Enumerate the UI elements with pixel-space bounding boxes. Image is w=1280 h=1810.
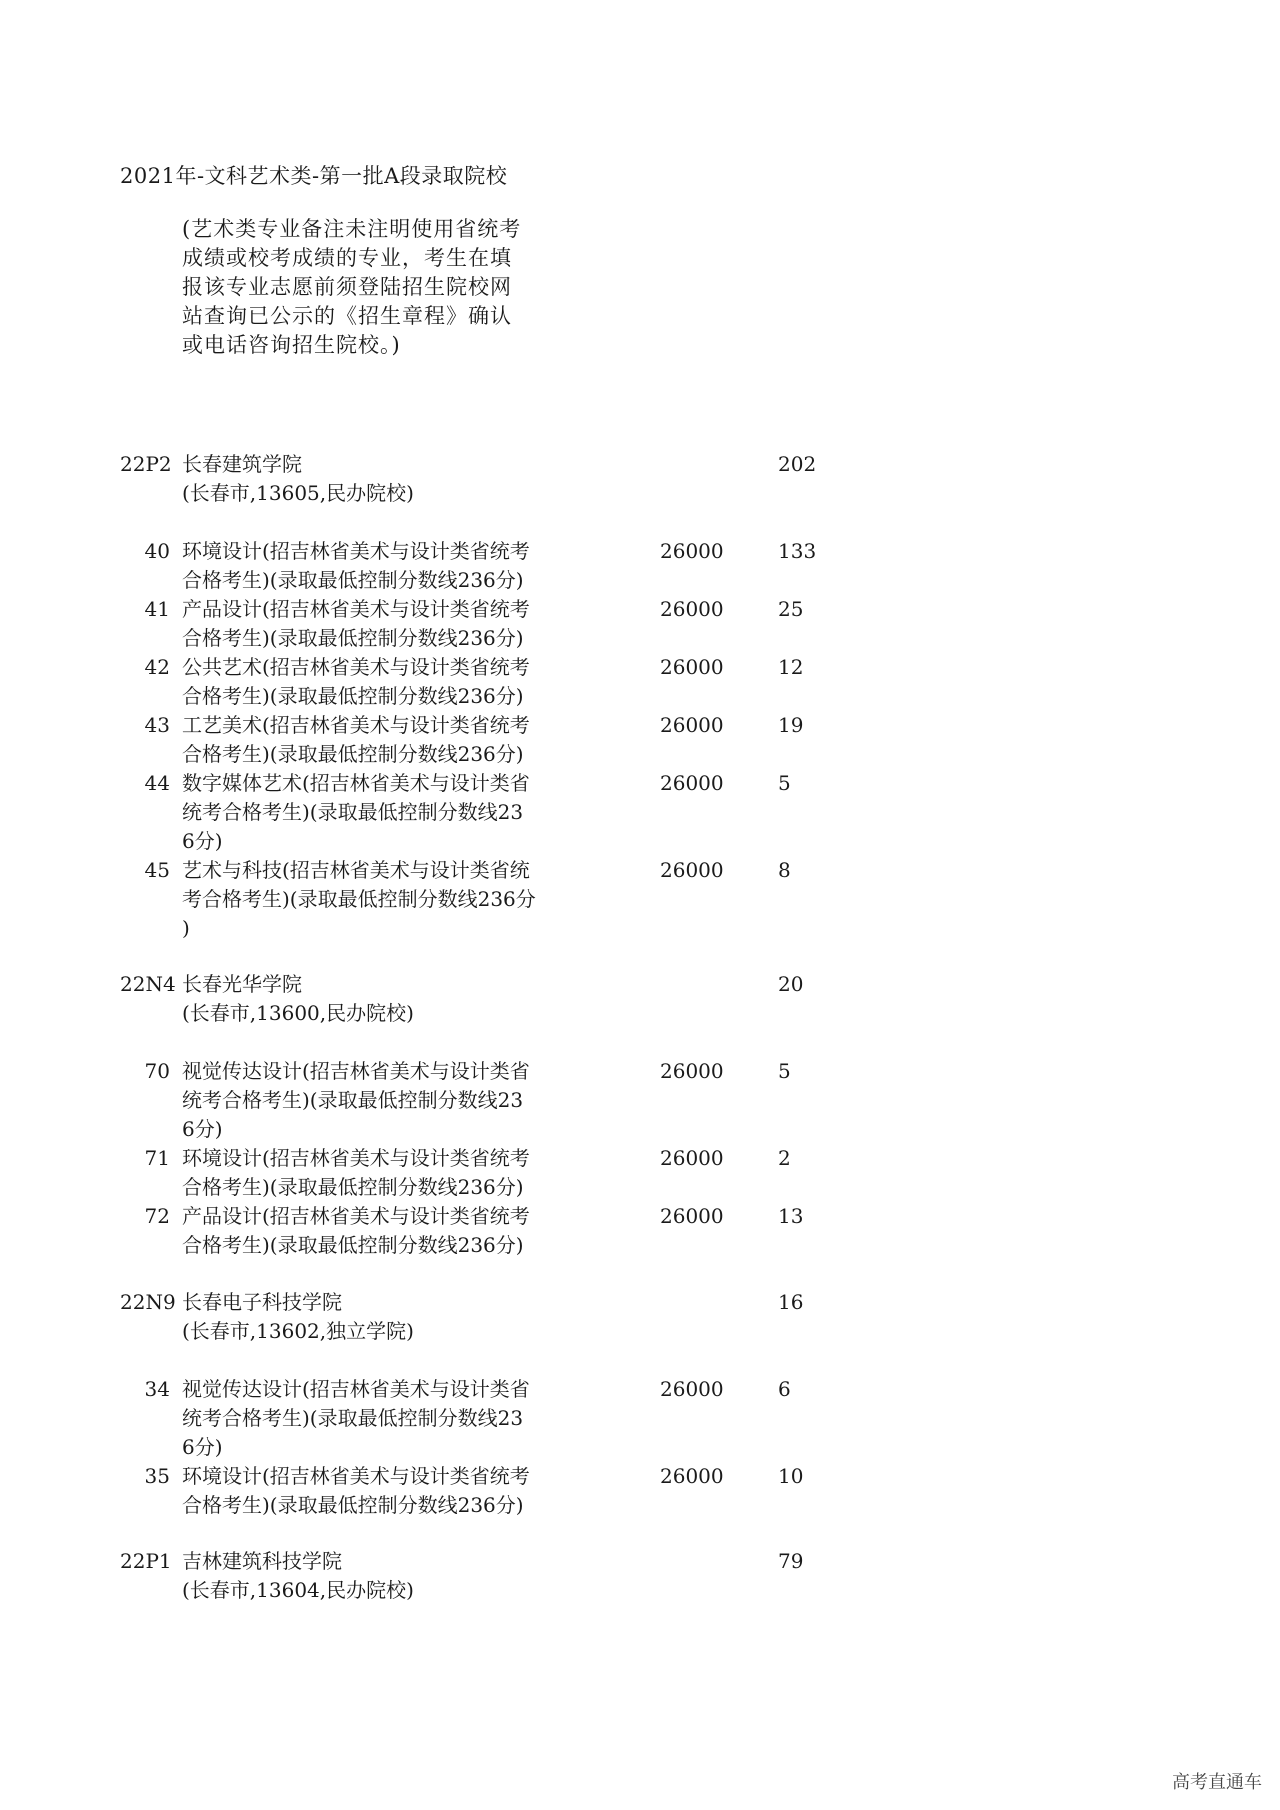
school-info: (长春市,13602,独立学院) [182, 1319, 414, 1343]
school-plan-count: 202 [778, 452, 817, 476]
major-tuition: 26000 [660, 597, 724, 621]
major-number: 40 [144, 539, 170, 563]
major-number: 72 [144, 1204, 170, 1228]
major-plan-count: 13 [778, 1204, 804, 1228]
major-plan-count: 12 [778, 655, 804, 679]
school-name: 吉林建筑科技学院 [182, 1549, 342, 1573]
major-plan-count: 133 [778, 539, 817, 563]
school-code: 22N9 [120, 1290, 176, 1314]
major-description-line: 合格考生)(录取最低控制分数线236分) [182, 1233, 524, 1257]
school-name: 长春建筑学院 [182, 452, 302, 476]
major-description-line: 数字媒体艺术(招吉林省美术与设计类省 [182, 771, 530, 795]
major-description-line: 艺术与科技(招吉林省美术与设计类省统 [182, 858, 530, 882]
note-line: 站查询已公示的《招生章程》确认 [182, 304, 512, 328]
major-tuition: 26000 [660, 539, 724, 563]
major-description-line: 公共艺术(招吉林省美术与设计类省统考 [182, 655, 530, 679]
major-description-line: 合格考生)(录取最低控制分数线236分) [182, 684, 524, 708]
major-description-line: 6分) [182, 1117, 223, 1141]
major-plan-count: 25 [778, 597, 804, 621]
major-description-line: 6分) [182, 829, 223, 853]
major-description-line: 统考合格考生)(录取最低控制分数线23 [182, 800, 524, 824]
note-line: (艺术类专业备注未注明使用省统考 [182, 217, 522, 241]
school-code: 22P2 [120, 452, 172, 476]
major-plan-count: 5 [778, 771, 791, 795]
school-plan-count: 16 [778, 1290, 804, 1314]
major-plan-count: 19 [778, 713, 804, 737]
major-tuition: 26000 [660, 771, 724, 795]
major-description-line: 合格考生)(录取最低控制分数线236分) [182, 742, 524, 766]
major-description-line: 视觉传达设计(招吉林省美术与设计类省 [182, 1059, 530, 1083]
major-number: 43 [144, 713, 170, 737]
school-plan-count: 79 [778, 1549, 804, 1573]
major-description-line: 合格考生)(录取最低控制分数线236分) [182, 626, 524, 650]
major-number: 44 [144, 771, 170, 795]
major-description-line: 产品设计(招吉林省美术与设计类省统考 [182, 597, 530, 621]
admission-note [182, 215, 572, 360]
note-line: 或电话咨询招生院校。) [182, 333, 401, 357]
major-description-line: 环境设计(招吉林省美术与设计类省统考 [182, 1464, 530, 1488]
major-description-line: 合格考生)(录取最低控制分数线236分) [182, 568, 524, 592]
major-tuition: 26000 [660, 713, 724, 737]
major-description-line: 6分) [182, 1435, 223, 1459]
watermark-text: 高考直通车 [1172, 1772, 1262, 1793]
note-line: 成绩或校考成绩的专业，考生在填 [182, 246, 512, 270]
page-title: 2021年-文科艺术类-第一批A段录取院校 [120, 164, 508, 188]
major-plan-count: 2 [778, 1146, 791, 1170]
major-description-line: 产品设计(招吉林省美术与设计类省统考 [182, 1204, 530, 1228]
major-description-line: 统考合格考生)(录取最低控制分数线23 [182, 1088, 524, 1112]
school-info: (长春市,13600,民办院校) [182, 1001, 414, 1025]
school-code: 22P1 [120, 1549, 172, 1573]
note-line: 报该专业志愿前须登陆招生院校网 [182, 275, 512, 299]
major-tuition: 26000 [660, 1059, 724, 1083]
major-description-line: 环境设计(招吉林省美术与设计类省统考 [182, 539, 530, 563]
school-info: (长春市,13605,民办院校) [182, 481, 414, 505]
major-plan-count: 10 [778, 1464, 804, 1488]
major-plan-count: 8 [778, 858, 791, 882]
major-number: 42 [144, 655, 170, 679]
major-description-line: 考合格考生)(录取最低控制分数线236分 [182, 887, 536, 911]
major-number: 70 [144, 1059, 170, 1083]
major-description-line: 视觉传达设计(招吉林省美术与设计类省 [182, 1377, 530, 1401]
school-code: 22N4 [120, 972, 176, 996]
major-tuition: 26000 [660, 1464, 724, 1488]
major-tuition: 26000 [660, 1377, 724, 1401]
major-tuition: 26000 [660, 655, 724, 679]
major-plan-count: 5 [778, 1059, 791, 1083]
major-tuition: 26000 [660, 1146, 724, 1170]
major-number: 34 [144, 1377, 170, 1401]
major-tuition: 26000 [660, 1204, 724, 1228]
school-info: (长春市,13604,民办院校) [182, 1578, 414, 1602]
school-plan-count: 20 [778, 972, 804, 996]
major-description-line: 合格考生)(录取最低控制分数线236分) [182, 1493, 524, 1517]
major-number: 45 [144, 858, 170, 882]
school-name: 长春电子科技学院 [182, 1290, 342, 1314]
major-description-line: 统考合格考生)(录取最低控制分数线23 [182, 1406, 524, 1430]
major-number: 41 [144, 597, 170, 621]
major-tuition: 26000 [660, 858, 724, 882]
major-plan-count: 6 [778, 1377, 791, 1401]
school-name: 长春光华学院 [182, 972, 302, 996]
major-description-line: 环境设计(招吉林省美术与设计类省统考 [182, 1146, 530, 1170]
major-number: 71 [144, 1146, 170, 1170]
major-number: 35 [144, 1464, 170, 1488]
major-description-line: ) [182, 916, 190, 940]
major-description-line: 工艺美术(招吉林省美术与设计类省统考 [182, 713, 530, 737]
major-description-line: 合格考生)(录取最低控制分数线236分) [182, 1175, 524, 1199]
